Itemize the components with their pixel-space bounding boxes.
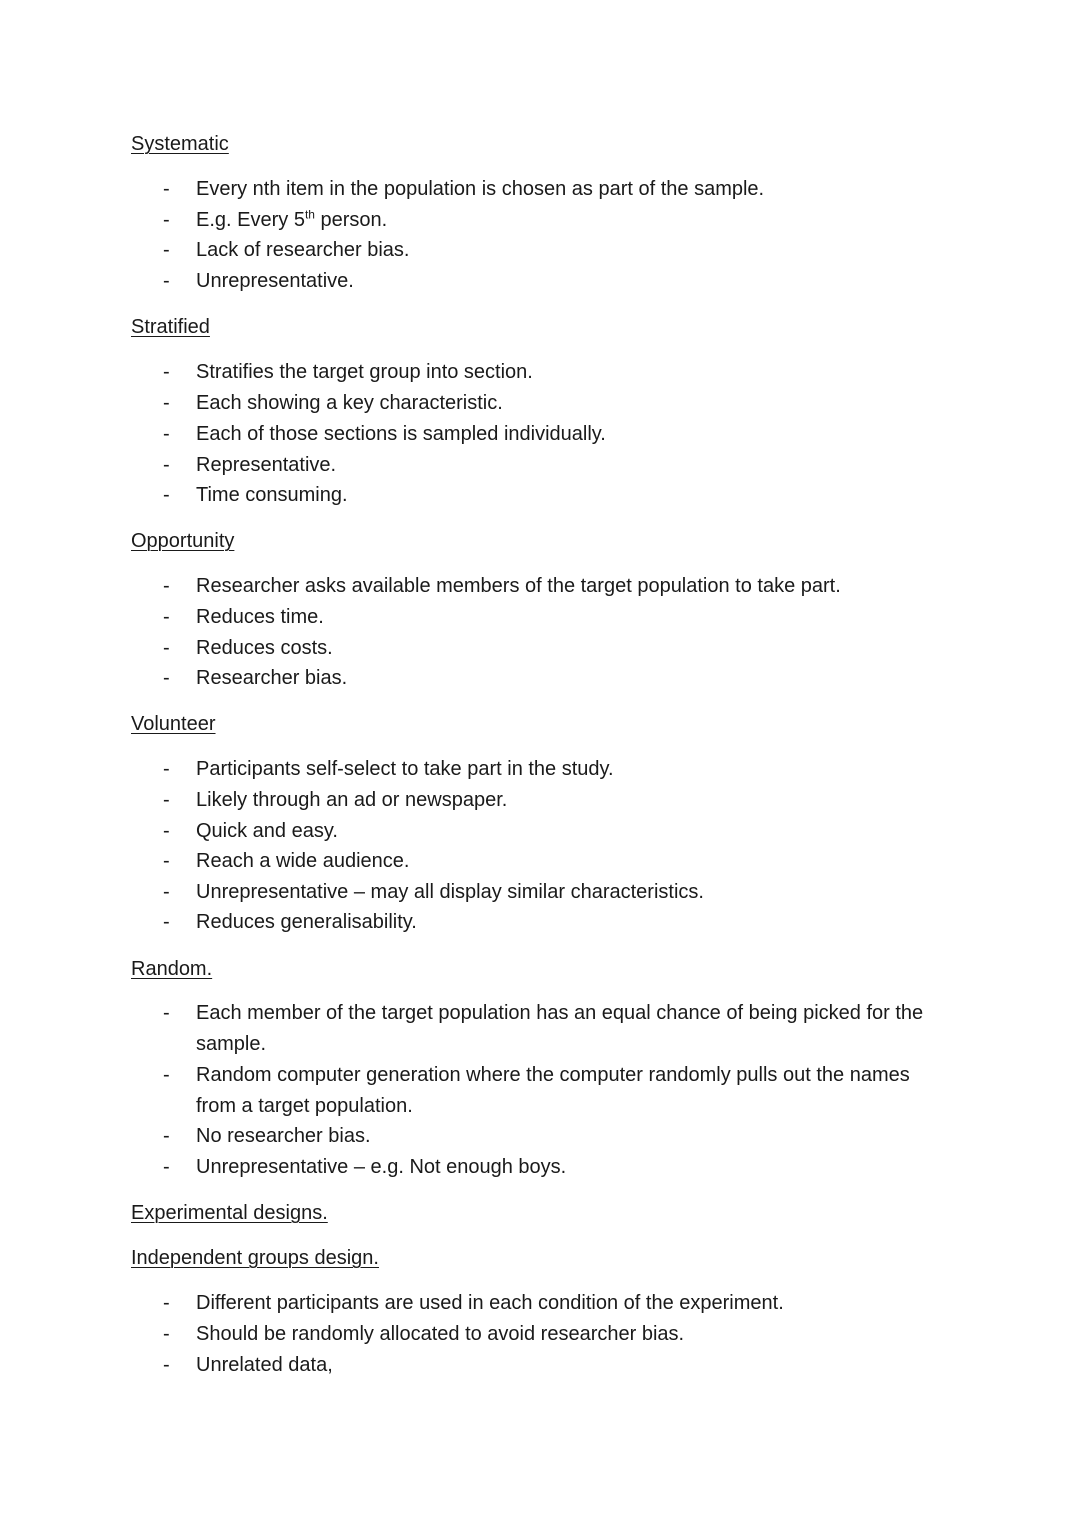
bullet-dash: -: [163, 484, 170, 506]
list-item-text: Quick and easy.: [196, 820, 338, 842]
list-item-text: Time consuming.: [196, 484, 348, 506]
bullet-dash: -: [163, 911, 170, 933]
list-item-text: Stratifies the target group into section.: [196, 361, 533, 383]
example-prefix: E.g. Every 5: [196, 209, 305, 231]
bullet-dash: -: [163, 850, 170, 872]
list-item-text: Reach a wide audience.: [196, 850, 410, 872]
bullet-dash: -: [163, 881, 170, 903]
bullet-dash: -: [163, 1354, 170, 1376]
bullet-dash: -: [163, 1125, 170, 1147]
bullet-dash: -: [163, 789, 170, 811]
bullet-dash: -: [163, 606, 170, 628]
heading-systematic: Systematic: [131, 133, 229, 155]
bullet-dash: -: [163, 392, 170, 414]
list-item-text: Lack of researcher bias.: [196, 239, 410, 261]
list-item-text: No researcher bias.: [196, 1125, 371, 1147]
bullet-dash: -: [163, 1156, 170, 1178]
list-item-text: Each of those sections is sampled individually.: [196, 423, 606, 445]
list-item-text: Each member of the target population has an equal chance of being picked for the sample.: [196, 1002, 924, 1055]
list-item-text: Unrelated data,: [196, 1354, 333, 1376]
list-item-text: Random computer generation where the computer randomly pulls out the names from a target population.: [196, 1064, 910, 1117]
bullet-dash: -: [163, 1292, 170, 1314]
bullet-dash: -: [163, 820, 170, 842]
list-item-text: Unrepresentative.: [196, 270, 354, 292]
bullet-dash: -: [163, 270, 170, 292]
bullet-dash: -: [163, 575, 170, 597]
bullet-dash: -: [163, 667, 170, 689]
heading-random: Random.: [131, 958, 213, 980]
bullet-dash: -: [163, 1064, 170, 1086]
ordinal-suffix: th: [304, 207, 315, 222]
list-item-text: Reduces time.: [196, 606, 324, 628]
list-item-text: Each showing a key characteristic.: [196, 392, 503, 414]
list-item-text: [196, 205, 941, 236]
bullet-dash: -: [163, 209, 170, 231]
list-item-text: Every nth item in the population is chosen as part of the sample.: [196, 178, 765, 200]
heading-opportunity: Opportunity: [131, 530, 235, 552]
bullet-dash: -: [163, 637, 170, 659]
list-item-text: Unrepresentative – e.g. Not enough boys.: [196, 1156, 567, 1178]
list-item-text: Reduces generalisability.: [196, 911, 417, 933]
heading-independent-groups: Independent groups design.: [131, 1247, 379, 1269]
list-item-text: Should be randomly allocated to avoid researcher bias.: [196, 1323, 685, 1345]
list-item-text: Different participants are used in each condition of the experiment.: [196, 1292, 784, 1314]
heading-experimental-designs: Experimental designs.: [131, 1202, 328, 1224]
heading-volunteer: Volunteer: [131, 713, 216, 735]
list-item-text: Researcher bias.: [196, 667, 348, 689]
list-item-text: Researcher asks available members of the target population to take part.: [196, 575, 841, 597]
list-item-text: Reduces costs.: [196, 637, 333, 659]
list-item-text: Unrepresentative – may all display similar characteristics.: [196, 881, 704, 903]
bullet-dash: -: [163, 423, 170, 445]
bullet-dash: -: [163, 178, 170, 200]
bullet-dash: -: [163, 1323, 170, 1345]
bullet-dash: -: [163, 361, 170, 383]
list-item-text: Participants self-select to take part in the study.: [196, 758, 614, 780]
list-item-text: Representative.: [196, 454, 337, 476]
bullet-dash: -: [163, 1002, 170, 1024]
bullet-dash: -: [163, 239, 170, 261]
list-item-text: Likely through an ad or newspaper.: [196, 789, 508, 811]
example-suffix: person.: [314, 209, 388, 231]
heading-stratified: Stratified: [131, 316, 210, 338]
bullet-dash: -: [163, 454, 170, 476]
bullet-dash: -: [163, 758, 170, 780]
